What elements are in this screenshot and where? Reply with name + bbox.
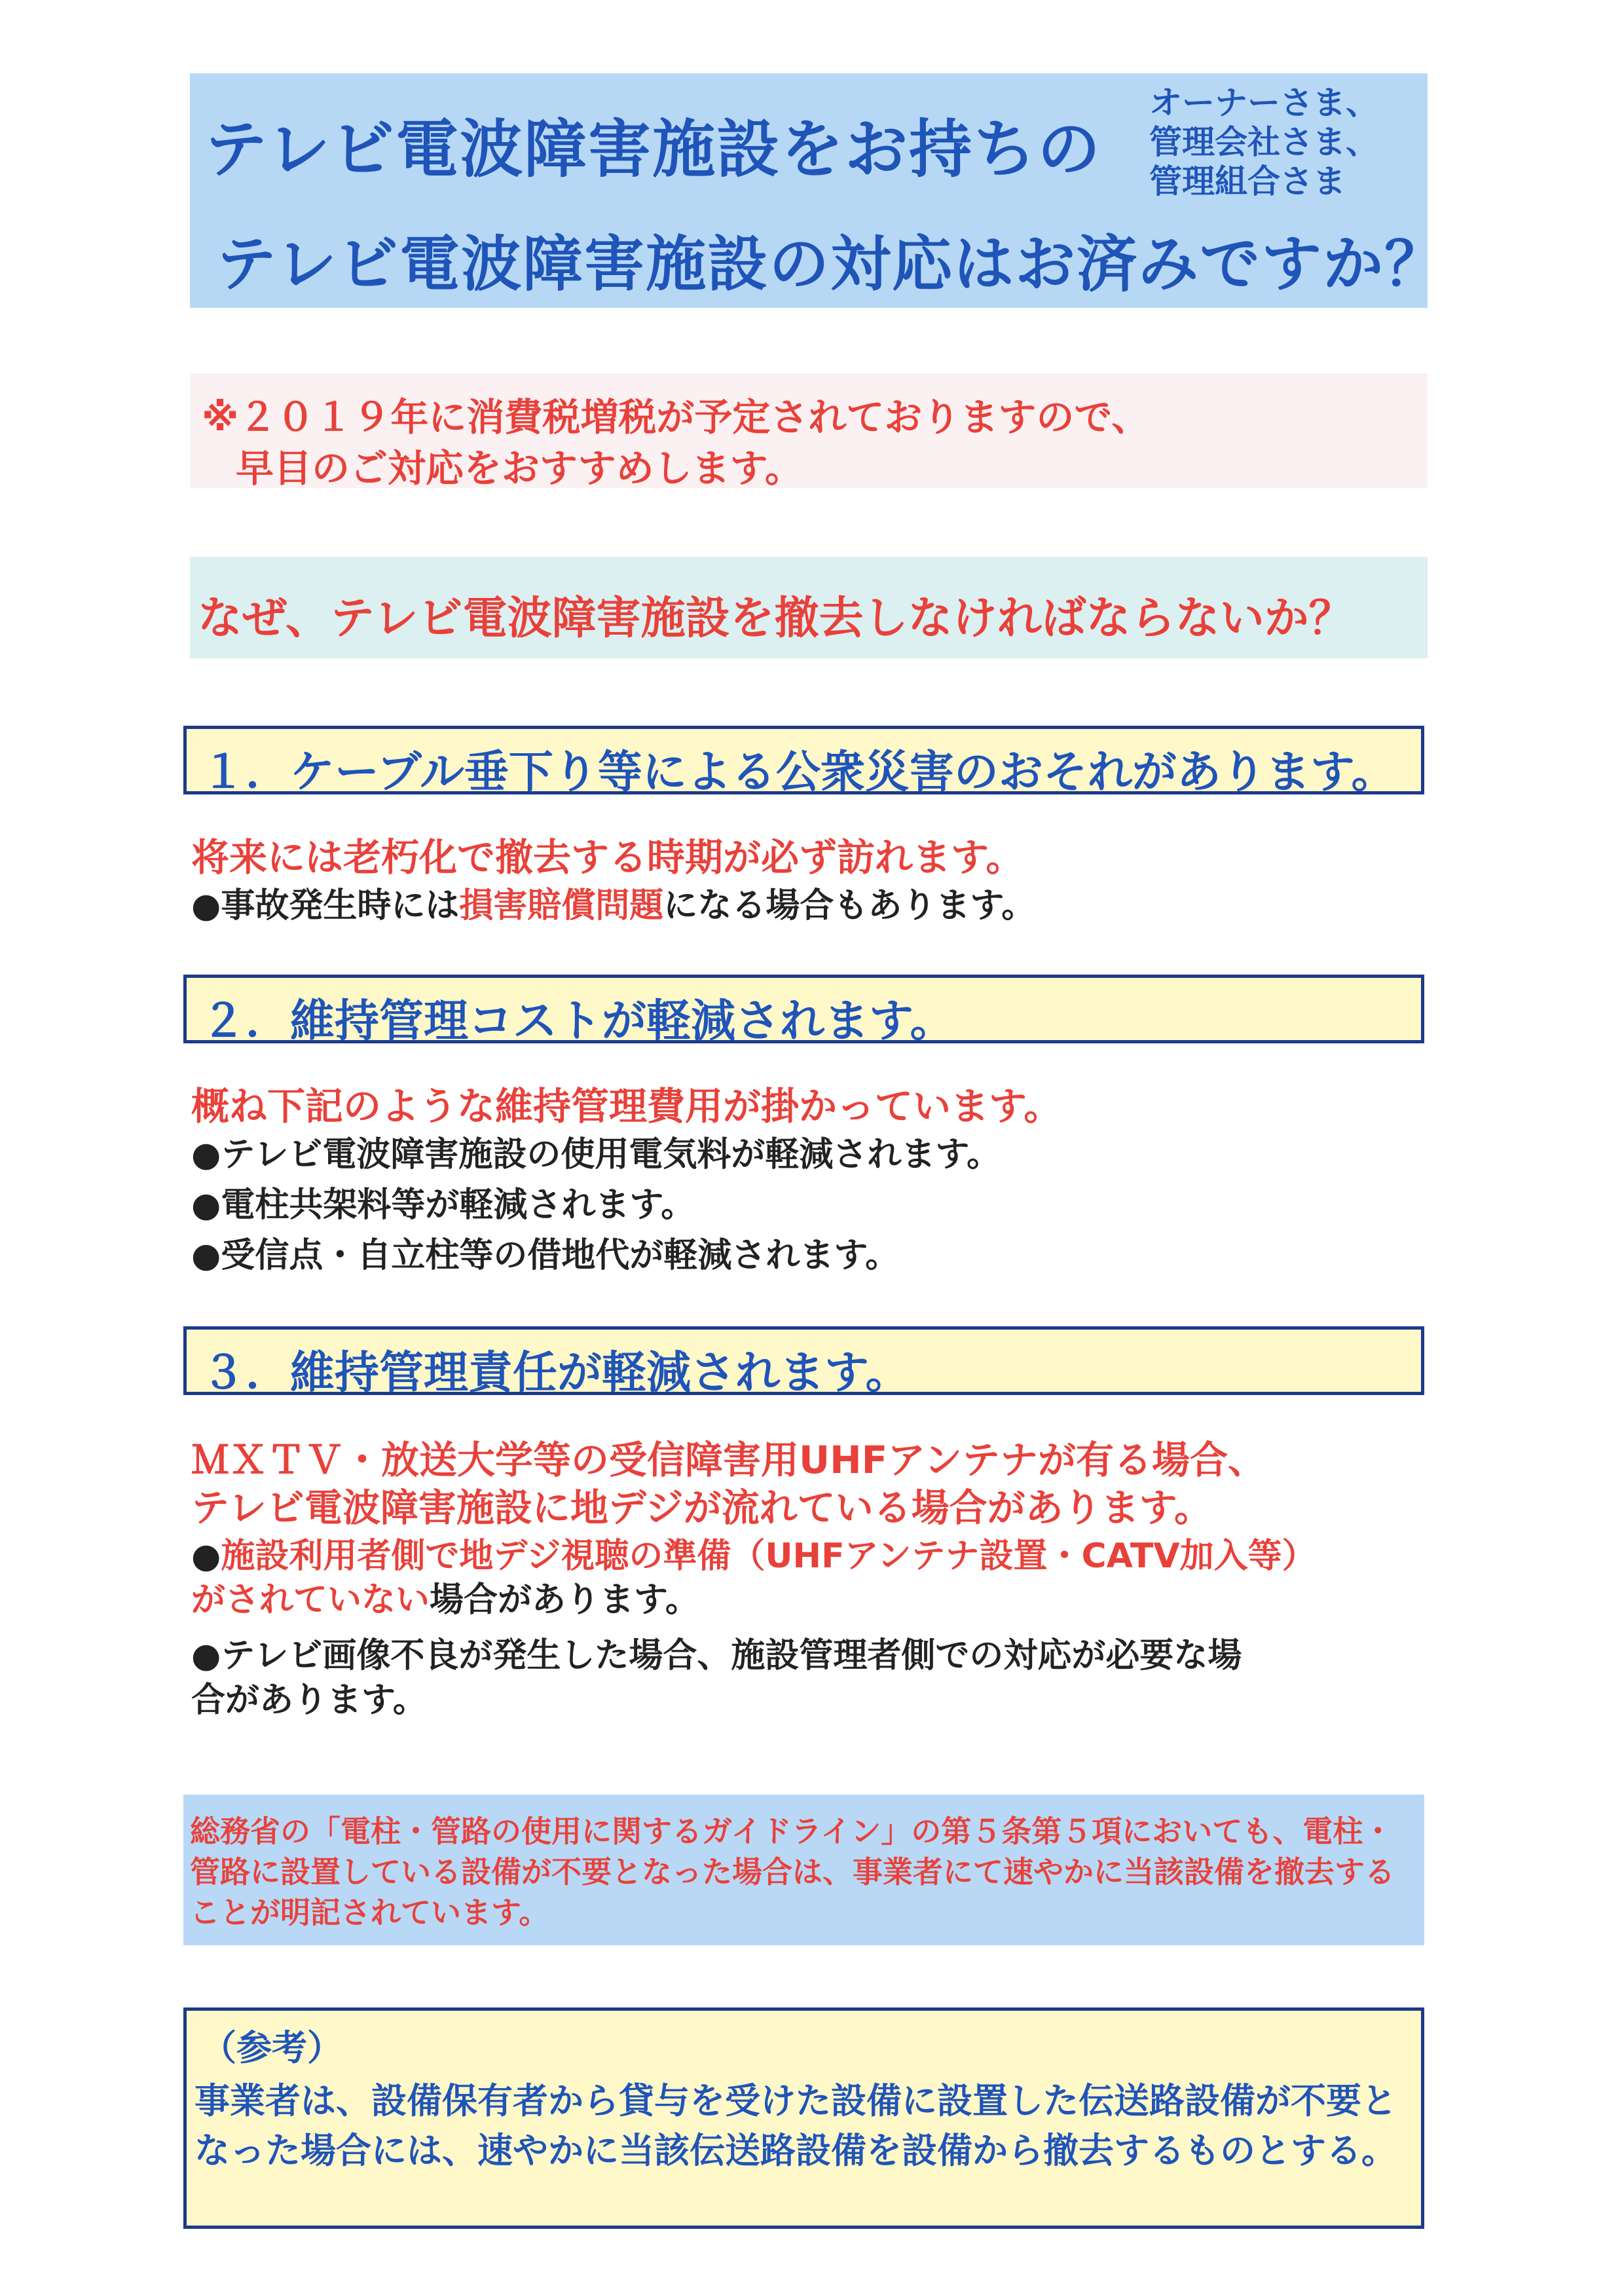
section-2-bullet-pole-fee: ●電柱共架料等が軽減されます。 bbox=[191, 1185, 695, 1225]
section-3-bullet1-red2: がされていない bbox=[191, 1580, 430, 1620]
section-2-heading-text: ２．維持管理コストが軽減されます。 bbox=[201, 996, 955, 1047]
section-3-bullet2-line1: ●テレビ画像不良が発生した場合、施設管理者側での対応が必要な場 bbox=[191, 1636, 1242, 1675]
reference-text: 事業者は、設備保有者から貸与を受けた設備に設置した伝送路設備が不要となった場合には、速やかに当該伝送路設備を設備から撤去するものとする。 bbox=[194, 2080, 1397, 2171]
section-1-bullet-suffix: になる場合もあります。 bbox=[663, 886, 1036, 925]
why-question-text: なぜ、テレビ電波障害施設を撤去しなければならないか？ bbox=[198, 593, 1354, 644]
section-3-bullet2-line2: 合があります。 bbox=[191, 1681, 427, 1720]
section-1-lead: 将来には老朽化で撤去する時期が必ず訪れます。 bbox=[191, 835, 1024, 880]
section-1-bullet-prefix: ●事故発生時には bbox=[191, 886, 460, 925]
section-2-bullet-land-rent: ●受信点・自立柱等の借地代が軽減されます。 bbox=[191, 1236, 900, 1275]
reference-heading: （参考） bbox=[201, 2027, 342, 2068]
section-3-bullet1-dark: 場合があります。 bbox=[430, 1580, 699, 1620]
section-3-lead-line2: テレビ電波障害施設に地デジが流れている場合があります。 bbox=[191, 1485, 1213, 1530]
tax-notice bbox=[190, 373, 1428, 491]
reference-box bbox=[183, 2007, 1424, 2229]
why-question bbox=[190, 557, 1428, 658]
audience-management-association: 管理組合さま bbox=[1149, 162, 1346, 200]
audience-owner: オーナーさま、 bbox=[1149, 84, 1378, 122]
tax-notice-line1: ※２０１９年に消費税増税が予定されておりますので、 bbox=[202, 395, 1150, 439]
section-3-bullet1-red: 施設利用者側で地デジ視聴の準備（UHFアンテナ設置・CATV加入等） bbox=[221, 1537, 1316, 1576]
header-banner bbox=[190, 73, 1447, 308]
section-1-bullet bbox=[191, 878, 1035, 927]
section-3-lead-line1: ＭＸＴＶ・放送大学等の受信障害用UHFアンテナが有る場合、 bbox=[191, 1438, 1266, 1482]
section-3-heading-text: ３．維持管理責任が軽減されます。 bbox=[201, 1347, 910, 1399]
section-3-bullet1-line1 bbox=[191, 1528, 1316, 1577]
page-subtitle: テレビ電波障害施設の対応はお済みですか？ bbox=[216, 229, 1447, 299]
section-1-heading-text: １．ケーブル垂下り等による公衆災害のおそれがあります。 bbox=[201, 747, 1396, 798]
audience-list bbox=[1149, 83, 1378, 201]
guideline-note bbox=[183, 1795, 1424, 1945]
section-1-bullet-highlight: 損害賠償問題 bbox=[459, 886, 664, 925]
section-2-heading bbox=[183, 975, 1424, 1047]
section-3-bullet1-line2 bbox=[191, 1572, 699, 1621]
page-title: テレビ電波障害施設をお持ちの bbox=[204, 113, 1102, 186]
section-2-bullet-electricity: ●テレビ電波障害施設の使用電気料が軽減されます。 bbox=[191, 1135, 1001, 1174]
section-3-heading bbox=[183, 1326, 1424, 1399]
tax-notice-line2: 早目のご対応をおすすめします。 bbox=[236, 446, 803, 491]
audience-management-company: 管理会社さま、 bbox=[1149, 123, 1378, 161]
section-2-lead: 概ね下記のような維持管理費用が掛かっています。 bbox=[191, 1084, 1062, 1129]
guideline-note-text: 総務省の「電柱・管路の使用に関するガイドライン」の第５条第５項においても、電柱・管路に設置している設備が不要となった場合は、事業者にて速やかに当該設備を撤去することが明記されています。 bbox=[190, 1814, 1395, 1930]
bullet-mark: ● bbox=[191, 1537, 221, 1576]
section-1-heading bbox=[183, 726, 1424, 798]
